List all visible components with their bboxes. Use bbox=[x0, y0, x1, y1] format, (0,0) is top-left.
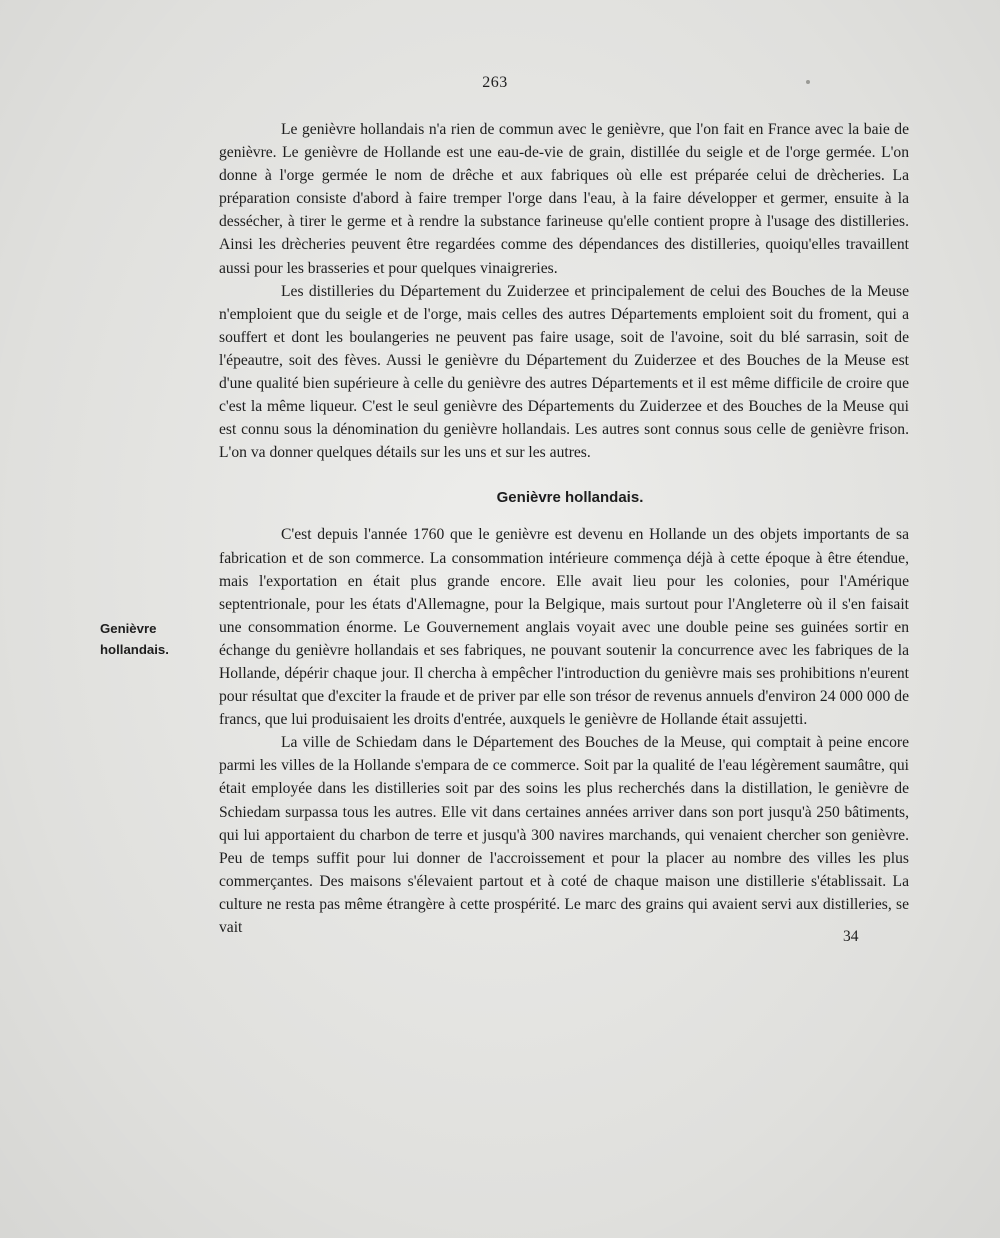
section-heading: Genièvre hollandais. bbox=[496, 489, 644, 507]
ink-speck bbox=[806, 80, 810, 84]
signature-mark: 34 bbox=[843, 928, 859, 945]
paragraph: Les distilleries du Département du Zuiderzee et principalement de celui des Bouches de la Meuse n'emploient que du seigle et de l'orge, mais celles des autres Départements emploient soit du froment, qui a souffert et dont les boulangeries ne peuvent pas faire usage, soit de l'avoine, soit du blé sarrasin, soit de l'épeautre, soit des fèves. Aussi le genièvre du Département du Zuiderzee et des Bouches de la Meuse est d'une qualité bien supérieure à celle du genièvre des autres Départements et il est même difficile de croire que c'est la même liqueur. C'est le seul genièvre des Départements du Zuiderzee et des Bouches de la Meuse qui est connu sous la dénomination du genièvre hollandais. Les autres sont connus sous celle de genièvre frison. L'on va donner quelques détails sur les uns et sur les autres. bbox=[219, 282, 909, 462]
body-text bbox=[219, 118, 909, 939]
page-number: 263 bbox=[482, 74, 508, 91]
margin-note bbox=[100, 618, 200, 660]
margin-note-line-2: hollandais. bbox=[100, 642, 169, 657]
spacer bbox=[219, 515, 909, 523]
paragraph: La ville de Schiedam dans le Département des Bouches de la Meuse, qui comptait à peine encore parmi les villes de la Hollande s'empara de ce commerce. Soit par la qualité de l'eau légèrement saumâtre, qui était employée dans les distilleries soit par des soins les plus recherchés dans la distillation, le genièvre de Schiedam surpassa tous les autres. Elle vit dans certaines années arriver dans son port jusqu'à 250 bâtiments, qui lui apportaient du charbon de terre et jusqu'à 300 navires marchands, qui venaient chercher son genièvre. Peu de temps suffit pour lui donner de l'accroissement et pour la placer au nombre des villes les plus commerçantes. Des maisons s'élevaient partout et à coté de chaque maison une distillerie s'établissait. La culture ne resta pas même étrangère à cette prospérité. Le marc des grains qui avaient servi aux distilleries, se vait bbox=[219, 734, 909, 936]
paragraph: Le genièvre hollandais n'a rien de commun avec le genièvre, que l'on fait en France avec la baie de genièvre. Le genièvre de Hollande est une eau-de-vie de grain, distillée du seigle et de l'orge germée. L'on donne à l'orge germée le nom de drêche et aux fabriques où elle est préparée celui de drècheries. La préparation consiste d'abord à faire tremper l'orge dans l'eau, à la faire développer et germer, ensuite à la dessécher, à tirer le germe et à rendre la substance farineuse qu'elle contient propre à l'usage des distilleries. Ainsi les drècheries peuvent être regardées comme des dépendances des distilleries, quoiqu'elles travaillent aussi pour les brasseries et pour quelques vinaigreries. bbox=[219, 121, 909, 277]
paragraph: C'est depuis l'année 1760 que le genièvre est devenu en Hollande un des objets importants de sa fabrication et de son commerce. La consommation intérieure commença déjà à cette époque à être étendue, mais l'exportation en était plus grande encore. Elle avait lieu pour les colonies, pour l'Amérique septentrionale, pour les états d'Allemagne, pour la Belgique, mais surtout pour l'Angleterre où il s'en faisait une consommation énorme. Le Gouvernement anglais voyait avec une double peine ses guinées sortir en échange du genièvre hollandais et ses fabriques, ne pouvant soutenir la concurrence avec les fabriques de la Hollande, dépérir chaque jour. Il chercha à empêcher l'introduction du genièvre mais ses prohibitions n'eurent pour résultat que d'exciter la fraude et de priver par elle son trésor de revenus annuels d'environ 24 000 000 de francs, que lui produisaient les droits d'entrée, auxquels le genièvre de Hollande était assujetti. bbox=[219, 526, 909, 729]
margin-note-line-1: Genièvre bbox=[100, 621, 157, 636]
